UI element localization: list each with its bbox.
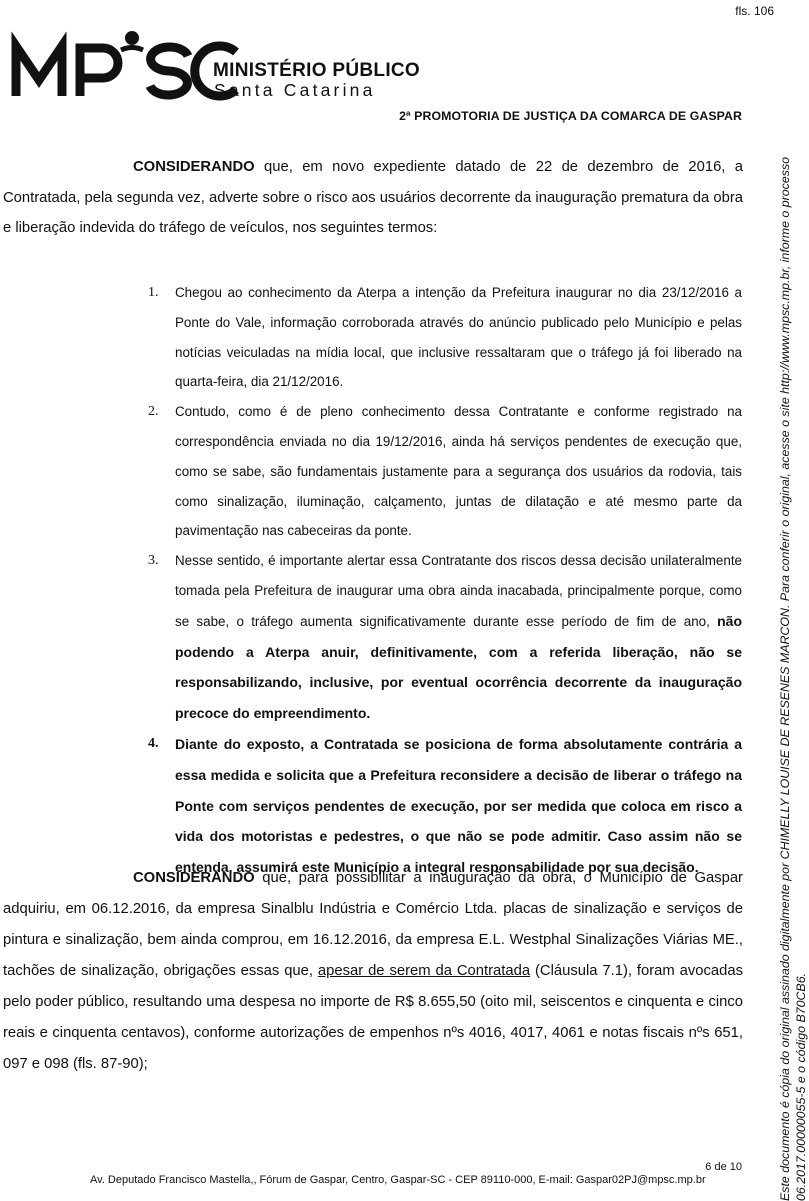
page-number: 6 de 10 (705, 1161, 742, 1173)
paragraph-text: que, em novo expediente datado de 22 de dezembro de 2016, a Contratada, pela segunda vez, adverte sobre o risco aos usuários decorrente da inauguração prematura da obra e liberação indevida do tráfego de veículos, nos seguintes termos: (3, 159, 743, 236)
footer-address: Av. Deputado Francisco Mastella,, Fórum de Gaspar, Centro, Gaspar-SC - CEP 89110-000, E-mail: Gaspar02PJ@mpsc.mp.br (90, 1174, 706, 1186)
digital-signature-note (778, 141, 809, 1201)
paragraph-text: que, para possibilitar a inauguração da obra, o Município de Gaspar adquiriu, em 06.12.2016, da empresa Sinalblu Indústria e Comércio Ltda. placas de sinalização e serviços de pintura e sinalização, bem ainda comprou, em 16.12.2016, da empresa E.L. Westphal Sinalizações Viárias ME., tachões de sinalização, obrigações essas que, (3, 870, 743, 979)
list-number: 3. (148, 553, 159, 569)
list-text: Nesse sentido, é importante alertar essa Contratante dos riscos dessa decisão unilateralmente tomada pela Prefeitura de inaugurar uma obra ainda inacabada, principalmente porque, como se sabe, o tráfego aumenta significativamente durante esse período de fim de ano, (175, 553, 742, 629)
list-item (148, 546, 742, 729)
promotoria-heading: 2ª PROMOTORIA DE JUSTIÇA DA COMARCA DE GASPAR (399, 109, 742, 123)
underlined-text: apesar de serem da Contratada (317, 963, 531, 979)
list-number: 1. (148, 285, 159, 300)
list-text: Chegou ao conhecimento da Aterpa a intenção da Prefeitura inaugurar no dia 23/12/2016 a Ponte do Vale, informação corroborada através do anúncio publicado pelo Município e pelas notícias veiculadas na mídia local, que inclusive ressaltaram que o tráfego já foi liberado na quarta-feira, dia 21/12/2016. (175, 285, 742, 390)
list-number: 2. (148, 404, 159, 420)
quoted-list (148, 278, 742, 883)
list-number: 4. (148, 735, 159, 751)
list-item (148, 729, 742, 883)
list-item (148, 397, 742, 546)
considerando-paragraph-1 (3, 152, 743, 244)
logo-title: MINISTÉRIO PÚBLICO (213, 60, 421, 81)
considerando-lead: CONSIDERANDO (133, 159, 255, 175)
considerando-paragraph-2 (3, 863, 743, 1080)
list-text: Diante do exposto, a Contratada se posiciona de forma absolutamente contrária a essa medida e solicita que a Prefeitura reconsidere a decisão de liberar o tráfego na Ponte com serviços pendentes de execução, por ser medida que coloca em risco a vida dos motoristas e pedestres, o que não se pode admitir. Caso assim não se entenda, assumirá este Município a integral responsabilidade por sua decisão. (175, 735, 742, 876)
list-item (148, 278, 742, 397)
list-text-bold: não podendo a Aterpa anuir, definitivamente, com a referida liberação, não se responsabilizando, inclusive, por eventual ocorrência decorrente da inauguração precoce do empreendimento. (175, 612, 742, 722)
list-text: Contudo, como é de pleno conhecimento dessa Contratante e conforme registrado na correspondência enviada no dia 19/12/2016, ainda há serviços pendentes de execução que, como se sabe, são fundamentais justamente para a segurança dos usuários da rodovia, tais como sinalização, iluminação, calçamento, juntas de dilatação e até mesmo parte da pavimentação nas cabeceiras da ponte. (175, 404, 742, 539)
considerando-lead: CONSIDERANDO (133, 870, 255, 886)
signature-note-line: Este documento é cópia do original assinado digitalmente por CHIMELLY LOUISE DE RESENES MARCON. Para conferir o original, acesse o site http://www.mpsc.mp.br, informe o processo (778, 156, 792, 1201)
signature-note-line: 06.2017.00000055-5 e o código B70CB6. (793, 972, 808, 1201)
paragraph-text: (Cláusula 7.1), foram avocadas pelo poder público, resultando uma despesa no importe de R$ 8.655,50 (oito mil, seiscentos e cinquenta e cinco reais e cinquenta centavos), conforme autorizações de empenhos nºs 4016, 4017, 4061 e notas fiscais nºs 651, 097 e 098 (fls. 87-90); (3, 963, 743, 1072)
logo-subtitle: Santa Catarina (214, 80, 376, 100)
page-stamp: fls. 106 (735, 4, 774, 18)
